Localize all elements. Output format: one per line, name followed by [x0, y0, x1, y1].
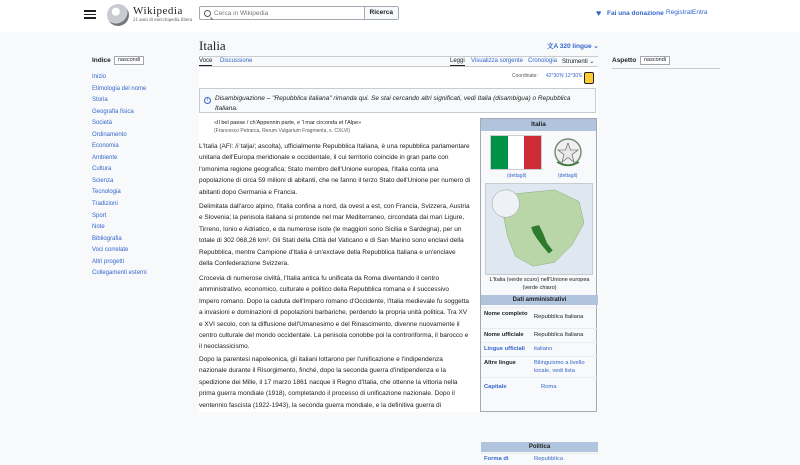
- infobox-value[interactable]: Roma: [541, 384, 557, 390]
- translate-icon: 文A: [547, 43, 558, 50]
- epigraph-quote: «Il bel paese / ch'Appennin parte, e 'l mar circonda et l'Alpe»: [214, 120, 362, 126]
- flag-stripe-green: [491, 136, 508, 169]
- article-paragraph: Delimitata dall'arco alpino, l'Italia confina a nord, da ovest a est, con Francia, Svizzera, Austria e Slovenia; la penisola italiana si protende nel mar Mediterraneo, circondata dai mari Ligure, Tirreno, Ionio e Adriatico, e da numerose isole (le maggiori sono Sicilia e Sardegna), per un totale di 302 068,26 km². Gli Stati della Città del Vaticano e di San Marino sono enclavi della Repubblica, mentre Campione d'Italia è un'exclave della Repubblica Italiana e un'enclave della Confederazione Svizzera.: [199, 203, 470, 268]
- language-button[interactable]: [547, 41, 599, 50]
- coordinates-label: Coordinate:: [512, 73, 538, 79]
- appearance-hide-button[interactable]: nascondi: [640, 56, 670, 65]
- article-paragraph: Dopo la parentesi napoleonica, gli italiani lottarono per l'unificazione e l'indipendenza nazionale durante il Risorgimento, finché, dopo la seconda guerra d'indipendenza e la spedizione dei Mille, il 17 marzo 1861 nacque il Regno d'Italia, che ottenne la vittoria nella prima guerra mondiale (1918), completando il processo di unificazione nazionale. Dopo il ventennio fascista (1922-1943), la seconda guerra mondiale, e la definitiva guerra di: [199, 356, 458, 409]
- appearance-divider: [612, 68, 720, 69]
- tab-view-source[interactable]: Visualizza sorgente: [471, 58, 523, 64]
- toc-item[interactable]: Collegamenti esterni: [92, 270, 147, 277]
- tools-menu[interactable]: [562, 58, 594, 65]
- padlock-icon[interactable]: [584, 72, 594, 84]
- tab-voce[interactable]: Voce: [199, 58, 213, 64]
- toc-title: Indice: [92, 57, 111, 64]
- toc-list: [92, 72, 147, 280]
- toc-item[interactable]: Tecnologia: [92, 189, 121, 196]
- article-paragraph: L'Italia (AFI: /iˈtalja/; ascolta), ufficialmente Repubblica Italiana, è una repubblica parlamentare unitaria dell'Europa meridionale e occidentale, il cui territorio coincide in gran parte con l'omonima regione geografica; Stato membro dell'Unione europea, l'Italia conta una popolazione di circa 59 milioni di abitanti, che ne fanno il terzo Stato dell'Unione per numero di abitanti dopo Germania e Francia.: [199, 143, 471, 196]
- toc-item[interactable]: Altri progetti: [92, 258, 125, 265]
- toc-item[interactable]: Voci correlate: [92, 247, 129, 254]
- toc-item[interactable]: Sport: [92, 212, 107, 219]
- flag-details-link[interactable]: (dettagli): [507, 173, 527, 179]
- toc-item[interactable]: Storia: [92, 97, 108, 104]
- emblem-icon[interactable]: [551, 135, 585, 170]
- toc-item[interactable]: Geografia fisica: [92, 108, 134, 115]
- toc-item[interactable]: Etimologia del nome: [92, 85, 147, 92]
- site-tagline: 21 anni di enciclopedia libera: [133, 18, 193, 23]
- login-link[interactable]: Entra: [692, 9, 708, 16]
- infobox-row: [481, 328, 598, 341]
- infobox-value[interactable]: Bilinguismo a livello locale, vedi lista: [534, 360, 585, 374]
- infobox-section-header: Dati amministrativi: [481, 295, 598, 305]
- emblem-details-link[interactable]: (dettagli): [558, 173, 578, 179]
- toc-item[interactable]: Inizio: [92, 74, 107, 80]
- infobox-label: Nome ufficiale: [484, 332, 524, 338]
- infobox-value: Repubblica Italiana: [534, 314, 584, 320]
- toc-item[interactable]: Tradizioni: [92, 201, 118, 208]
- infobox-row: [481, 453, 598, 465]
- infobox-title: Italia: [481, 119, 596, 131]
- flag-stripe-red: [524, 136, 541, 169]
- table-of-contents: [84, 52, 184, 412]
- infobox-value[interactable]: italiano: [534, 346, 553, 352]
- tab-history[interactable]: Cronologia: [528, 58, 558, 64]
- disambiguation-hatnote: [199, 88, 596, 113]
- chevron-down-icon: ⌄: [589, 59, 595, 65]
- chevron-down-icon: ⌄: [593, 43, 599, 50]
- article-content: [199, 67, 598, 462]
- toc-item[interactable]: Scienza: [92, 177, 114, 184]
- infobox-label[interactable]: Capitale: [484, 384, 507, 390]
- italy-flag[interactable]: [490, 135, 542, 170]
- infobox-value: Repubblica Italiana: [534, 332, 584, 338]
- toc-item[interactable]: Note: [92, 224, 105, 231]
- coordinates-value[interactable]: 42°30′N 12°30′E: [546, 73, 583, 79]
- toc-item[interactable]: Ambiente: [92, 154, 118, 161]
- infobox-label[interactable]: Forma di: [484, 456, 509, 462]
- toc-item[interactable]: Economia: [92, 143, 119, 150]
- search-button[interactable]: Ricerca: [364, 7, 399, 19]
- toc-item[interactable]: Cultura: [92, 166, 112, 173]
- infobox-value[interactable]: Repubblica: [534, 456, 564, 462]
- language-count: 320 lingue: [559, 43, 592, 50]
- epigraph-source: (Francesco Petrarca, Rerum Vulgarium Fragmenta, s. CXLVI): [214, 128, 351, 134]
- infobox-row: [481, 342, 598, 355]
- tab-discussione[interactable]: Discussione: [220, 58, 253, 64]
- infobox-row: [481, 356, 598, 376]
- menu-icon[interactable]: [84, 8, 96, 20]
- appearance-panel: [612, 52, 720, 72]
- donate-label: Fai una donazione: [607, 9, 664, 17]
- location-map[interactable]: [485, 183, 593, 275]
- infobox-row: [481, 307, 598, 327]
- site-header: [0, 0, 800, 32]
- page-title: Italia: [199, 38, 226, 53]
- appearance-title: Aspetto: [612, 57, 637, 64]
- search-icon: [204, 10, 211, 17]
- toc-item[interactable]: Ordinamento: [92, 131, 127, 138]
- heart-icon: ♥: [596, 8, 602, 18]
- wikipedia-wordmark[interactable]: Wikipedia: [133, 5, 183, 17]
- infobox-row: [481, 377, 598, 395]
- map-caption: L'Italia (verde scuro) nell'Unione europea (verde chiaro): [489, 277, 590, 291]
- info-icon: i: [204, 97, 211, 104]
- toc-item[interactable]: Società: [92, 120, 113, 127]
- infobox-label[interactable]: Lingue ufficiali: [484, 346, 525, 352]
- register-link[interactable]: Registrati: [666, 9, 694, 16]
- toc-item[interactable]: Bibliografia: [92, 235, 122, 242]
- tab-leggi[interactable]: Leggi: [450, 58, 465, 64]
- wikipedia-logo[interactable]: [107, 4, 129, 26]
- infobox-label: Altre lingue: [484, 360, 516, 366]
- donate-link[interactable]: [596, 9, 664, 17]
- infobox: [480, 118, 597, 462]
- title-divider: [199, 56, 598, 57]
- toc-hide-button[interactable]: nascondi: [114, 56, 144, 65]
- search-input[interactable]: [214, 9, 364, 18]
- article-paragraph: Crocevia di numerose civiltà, l'Italia antica fu unificata da Roma diventando il centro amministrativo, economico, culturale e politico della Repubblica romana e il successivo Impero romano. Dopo la caduta dell'Impero romano d'Occidente, l'Italia medievale fu soggetta a invasioni e dominazioni di popolazioni barbariche, perdendo la propria unità politica. Tra XV e XVI secolo, con la diffusione dell'Umanesimo e del Rinascimento, divenne nuovamente il centro culturale del mondo occidentale. La penisola conobbe poi la controriforma, il barocco e il neoclassicismo.: [199, 275, 470, 351]
- hatnote-text: Disambiguazione – "Repubblica italiana" rimanda qui. Se stai cercando altri significati, vedi Italia (disambigua) o Repubblica Italiana.: [215, 95, 571, 112]
- tools-label: Strumenti: [562, 59, 588, 65]
- search-box: [199, 6, 399, 20]
- infobox-section-header: Politica: [481, 442, 598, 452]
- infobox-label: Nome completo: [484, 311, 528, 317]
- flag-stripe-white: [508, 136, 525, 169]
